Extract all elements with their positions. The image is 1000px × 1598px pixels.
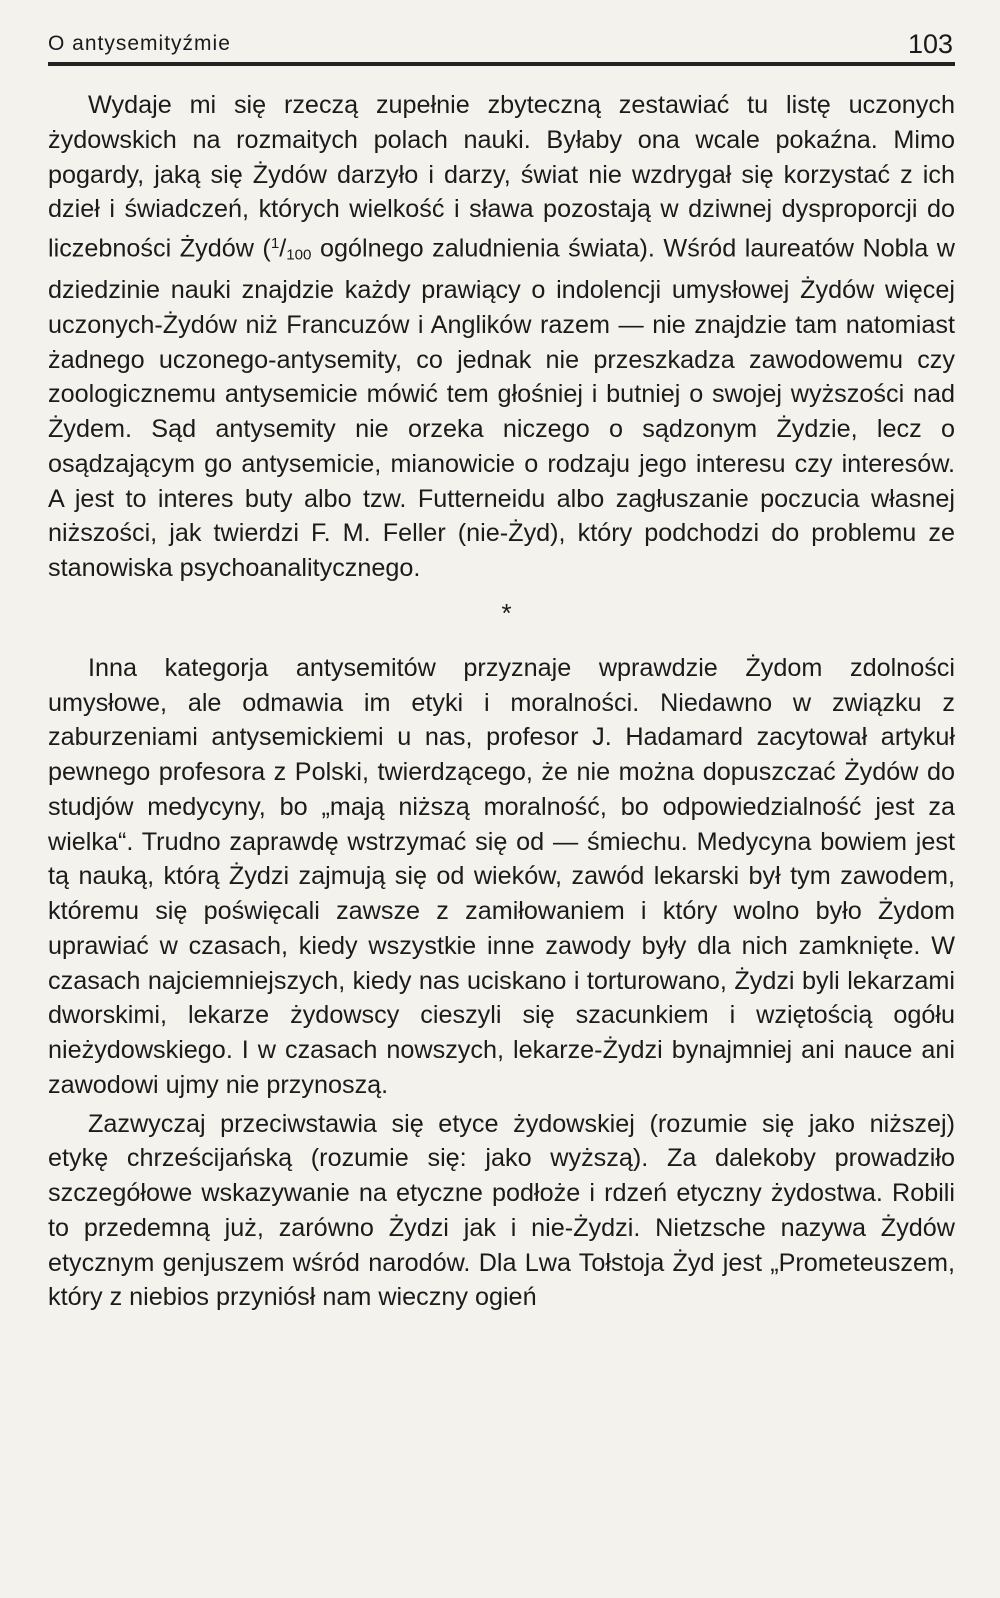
paragraph: Zazwyczaj przeciwstawia się etyce żydowskiej (rozumie się jako niższej) etykę chrześcijańską (rozumie się: jako wyższą). Za dalekoby prowadziło szczegółowe wskazywanie na etyczne podłoże i rdzeń etyczny żydostwa. Robili to przedemną już, zarówno Żydzi jak i nie-Żydzi. Nietzsche nazywa Żydów etycznym genjuszem wśród narodów. Dla Lwa Tołstoja Żyd jest „Prometeuszem, który z niebios przyniósł nam wieczny ogień	[48, 1109, 955, 1312]
section-separator: *	[501, 597, 512, 628]
paragraph: Inna kategorja antysemitów przyznaje wprawdzie Żydom zdolności umysłowe, ale odmawia im etyki i moralności. Niedawno w związku z zaburzeniami antysemickiemi u nas, profesor J. Hadamard zacytował artykuł pewnego profesora z Polski, twierdzącego, że nie można dopuszczać Żydów do studjów medycyny, bo „mają niższą moralność, bo odpowiedzialność jest za wielka“. Trudno zaprawdę wstrzymać się od — śmiechu. Medycyna bowiem jest tą nauką, którą Żydzi zajmują się od wieków, zawód lekarski był tym zawodem, któremu się poświęcali zawsze z zamiłowaniem i który wolno było Żydom uprawiać w czasach, kiedy wszystkie inne zawody były dla nich zamknięte. W czasach najciemniejszych, kiedy nas uciskano i torturowano, Żydzi byli lekarzami dworskimi, lekarze żydowscy cieszyli się szacunkiem i wziętością ogółu nieżydowskiego. I w czasach nowszych, lekarze-Żydzi bynajmniej ani nauce ani zawodowi ujmy nie przynoszą.	[48, 653, 955, 1099]
running-head: O antysemityźmie	[48, 32, 231, 55]
page-number: 103	[907, 29, 953, 59]
paragraph-text: Wydaje mi się rzeczą zupełnie zbyteczną zestawiać tu listę uczonych żydowskich na rozmaitych polach nauki. Byłaby ona wcale pokaźna. Mimo pogardy, jaką się Żydów darzyło i darzy, świat nie wzdrygał się korzystać z ich dzieł i świadczeń, których wielkość i sława pozostają w dziwnej dysproporcji do liczebności Żydów (	[48, 91, 955, 263]
paragraph-text-continued: ogólnego zaludnienia świata). Wśród laureatów Nobla w dziedzinie nauki znajdzie każdy prawiący o indolencji umysłowej Żydów więcej uczonych-Żydów niż Francuzów i Anglików razem — nie znajdzie tam natomiast żadnego uczonego-antysemity, co jednak nie przeszkadza zawodowemu czy zoologicznemu antysemicie mówić tem głośniej i butniej o swojej wyższości nad Żydem. Sąd antysemity nie orzeka niczego o sądzonym Żydzie, lecz o osądzającym go antysemicie, mianowicie o rodzaju jego interesu czy interesów. A jest to interes buty albo tzw. Futterneidu albo zagłuszanie poczucia własnej niższości, jak twierdzi F. M. Feller (nie-Żyd), który podchodzi do problemu ze stanowiska psychoanalitycznego.	[48, 234, 955, 583]
body-text	[48, 88, 955, 1315]
header-rule	[48, 62, 955, 66]
fraction-denominator: 100	[286, 246, 312, 264]
paragraph	[48, 88, 955, 586]
fraction-slash: /	[279, 234, 287, 263]
fraction-numerator: 1	[270, 235, 280, 252]
